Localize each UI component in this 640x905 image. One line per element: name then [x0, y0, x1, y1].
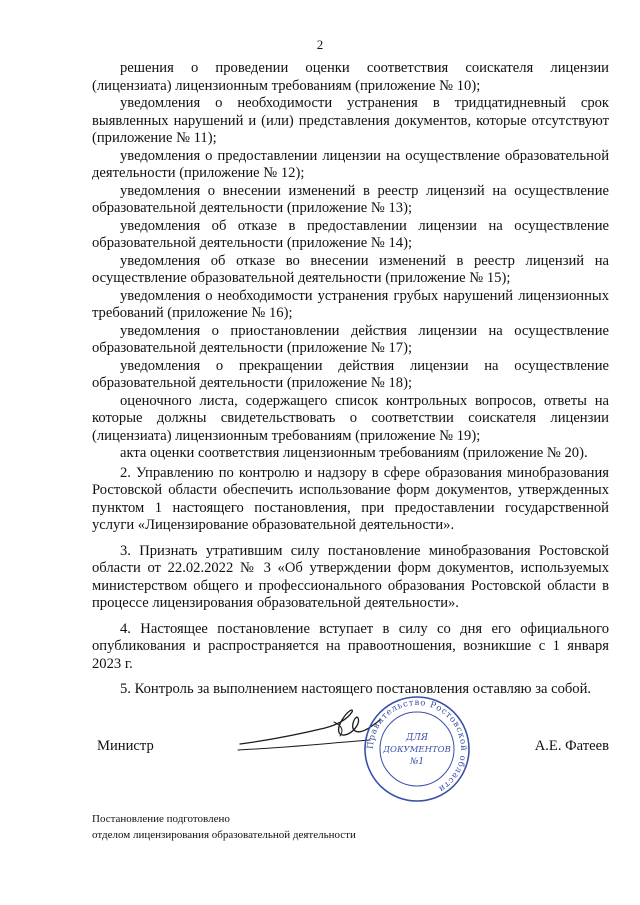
clause-4: 4. Настоящее постановление вступает в силу со дня его официального опубликования и распространяется на правоотношения, возникшие с 1 января 2023 г. [92, 620, 609, 672]
prepared-by-note [92, 811, 356, 843]
list-item: уведомления о необходимости устранения грубых нарушений лицензионных требований (приложение № 16); [92, 287, 609, 321]
svg-text:Правительство Ростовской облас: Правительство Ростовской области [365, 697, 469, 794]
prepared-by-line-2: отделом лицензирования образовательной деятельности [92, 829, 356, 841]
list-item: уведомления о прекращении действия лицензии на осуществление образовательной деятельности (приложение № 18); [92, 357, 609, 391]
list-item: уведомления об отказе во внесении изменений в реестр лицензий на осуществление образовательной деятельности (приложение № 15); [92, 252, 609, 286]
clause-5: 5. Контроль за выполнением настоящего постановления оставляю за собой. [120, 681, 592, 697]
clause-3: 3. Признать утратившим силу постановление минобразования Ростовской области от 22.02.2022 № 3 «Об утверждении форм документов, используемых министерством общего и профессионального образования Ростовской области в процессе лицензирования образовательной деятельности». [92, 542, 609, 611]
clause-2: 2. Управлению по контролю и надзору в сфере образования минобразования Ростовской области обеспечить использование форм документов, утвержденных пунктом 1 настоящего постановления, при предоставлении государственной услуги «Лицензирование образовательной деятельности». [92, 464, 609, 533]
list-item: решения о проведении оценки соответствия соискателя лицензии (лицензиата) лицензионным требованиям (приложение № 10); [92, 60, 609, 94]
page-number: 2 [316, 37, 324, 52]
list-item: уведомления о внесении изменений в реестр лицензий на осуществление образовательной деятельности (приложение № 13); [92, 182, 609, 216]
list-item: уведомления об отказе в предоставлении лицензии на осуществление образовательной деятельности (приложение № 14); [92, 217, 609, 251]
list-item: оценочного листа, содержащего список контрольных вопросов, ответы на которые должны свидетельствовать о соответствии соискателя лицензии (лицензиата) лицензионным требованиям (приложение № 19); [92, 392, 609, 444]
list-item: уведомления о необходимости устранения в тридцатидневный срок выявленных нарушений и (или) представления документов, которые отсутствуют (приложение № 11); [92, 95, 609, 146]
list-item: уведомления о приостановлении действия лицензии на осуществление образовательной деятельности (приложение № 17); [92, 322, 609, 356]
svg-text:№1: №1 [409, 757, 425, 767]
list-item: уведомления о предоставлении лицензии на осуществление образовательной деятельности (приложение № 12); [92, 147, 609, 181]
document-body [92, 60, 609, 699]
signatory-name: А.Е. Фатеев [534, 738, 609, 754]
signature-block [97, 738, 609, 758]
svg-text:ДЛЯ: ДЛЯ [405, 733, 429, 743]
list-item: акта оценки соответствия лицензионным требованиям (приложение № 20). [120, 445, 588, 461]
signatory-position: Министр [97, 738, 154, 754]
prepared-by-line-1: Постановление подготовлено [92, 813, 230, 825]
svg-text:ДОКУМЕНТОВ: ДОКУМЕНТОВ [383, 745, 451, 755]
